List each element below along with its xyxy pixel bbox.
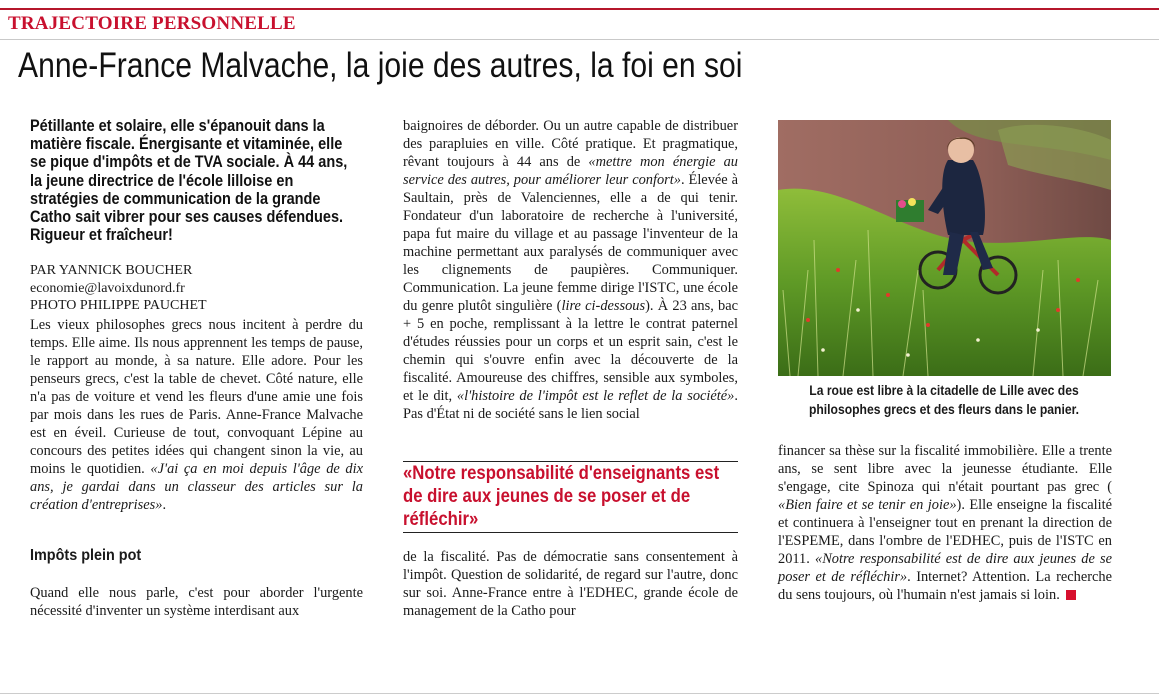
top-accent-rule: [0, 8, 1159, 10]
col3-text-b: ). Elle enseigne la fiscalité et continuera à l'enseigner tout en prenant la direction de l'ESPEME, dans l'ombre de l'EDHEC, puis de l'ISTC en 2011.: [778, 497, 1112, 567]
lead-text: Pétillante et solaire, elle s'épanouit dans la matière fiscale. Énergisante et vitaminée, elle se pique d'impôts et de TVA sociale. À 44 ans, la jeune directrice de l'école lilloise en stratégies de communication de la grande Catho sait vibrer pour ses causes défendues. Rigueur et fraîcheur!: [30, 117, 348, 245]
byline-email[interactable]: economie@lavoixdunord.fr: [30, 280, 185, 296]
col3-text-a: financer sa thèse sur la fiscalité immobilière. Elle a trente ans, se sent libre avec la jeunesse étudiante. Elle s'engage, cite Spinoza qui n'était pourtant pas grec (: [778, 443, 1112, 495]
column-2-continued: [403, 548, 738, 620]
article-photo: [778, 120, 1111, 376]
subheading: [30, 547, 154, 565]
photo-caption: [778, 381, 1111, 419]
col2-text-c: ). À 23 ans, bac + 5 en poche, remplissant à la lettre le contrat paternel d'études réussies pour un corps et un esprit sain, c'est le chemin qui s'ouvre enfin avec la découverte de la fiscalité. Amoureuse des chiffres, sensible aux symboles, et le dit,: [403, 298, 739, 404]
col2-paragraph: [403, 117, 738, 423]
column-2-body: [403, 117, 738, 423]
col1-quote: «J'ai ça en moi depuis l'âge de dix ans, je gardai dans un classeur des articles sur la création d'entreprises»: [30, 461, 363, 513]
section-rubric: TRAJECTOIRE PERSONNELLE: [8, 13, 296, 34]
col2-text-b: . Élevée à Saultain, près de Valenciennes, elle a de qui tenir. Fondateur d'un laboratoire de recherche à l'université, papa fut maire du village et au passage l'inventeur de la machine permettant aux paralysés de communiquer avec les clignements de paupières. Communiquer. Communication. La jeune femme dirige l'ISTC, une école du genre plutôt singulière (: [403, 172, 738, 314]
photo-illustration: [778, 120, 1111, 376]
byline-author: PAR YANNICK BOUCHER: [30, 263, 193, 278]
col1-text: Les vieux philosophes grecs nous incitent à perdre du temps. Elle aime. Ils nous apprennent les temps de pause, le rapport au monde, à sa nature. Elle adore. Pour les penseurs grecs, c'est la table de chevet. Côté nature, elle n'a pas de voiture et vend les fleurs d'une amie une fois par mois dans les rues de Paris. Anne-France Malvache est en éveil. Curieuse de tout, convoquant Lépine au concours des petites idées qui changent sinon la vie, au moins le quotidien.: [30, 317, 363, 477]
col1-paragraph-2: Quand elle nous parle, c'est pour aborder l'urgente nécessité d'inventer un système interdisant aux: [30, 585, 363, 619]
bottom-rule: [0, 693, 1159, 694]
byline: [30, 262, 207, 315]
pullquote: «Notre responsabilité d'enseignants est de dire aux jeunes de se poser et de réfléchir»: [403, 463, 720, 530]
col3-paragraph: [778, 442, 1112, 604]
pullquote-rule-bottom: [403, 532, 738, 533]
rubric-divider: [0, 39, 1159, 40]
caption-text: La roue est libre à la citadelle de Lille avec des philosophes grecs et des fleurs dans le panier.: [808, 383, 1080, 417]
red-square-icon: [1066, 590, 1076, 600]
col3-text-c: . Internet? Attention. La recherche du sens toujours, où l'humain n'est jamais si loin.: [778, 569, 1112, 603]
column-3-body: [778, 442, 1112, 604]
col2-paragraph-2: de la fiscalité. Pas de démocratie sans consentement à l'impôt. Question de solidarité, de regard sur l'autre, donc sur soi. Anne-France entre à l'EDHEC, grande école de management de la Catho pour: [403, 549, 738, 619]
subheading-text: Impôts plein pot: [30, 547, 142, 564]
col2-text-a: baignoires de déborder. Ou un autre capable de distribuer des parapluies en ville. Côté pratique. Et pragmatique, rêvant toujours à 44 ans de: [403, 118, 738, 170]
col2-quote-a: «mettre mon énergie au service des autres, pour améliorer leur confort»: [403, 154, 738, 188]
column-1-body: [30, 316, 363, 514]
col2-text-d: . Pas d'État ni de société sans le lien social: [403, 388, 738, 422]
article-lead: [30, 117, 360, 244]
article-headline: Anne-France Malvache, la joie des autres, la foi en soi: [18, 46, 743, 85]
col2-quote-b: «l'histoire de l'impôt est le reflet de la société»: [456, 388, 735, 404]
col3-quote-b: «Notre responsabilité est de dire aux jeunes de se poser et de réfléchir»: [778, 551, 1112, 585]
column-1-continued: [30, 584, 363, 620]
col2-aside: lire ci-dessous: [561, 298, 646, 314]
col1-paragraph: [30, 316, 363, 514]
byline-photo-credit: PHOTO PHILIPPE PAUCHET: [30, 298, 207, 313]
col1-text-end: .: [162, 497, 167, 513]
col3-quote-a: «Bien faire et se tenir en joie»: [778, 497, 957, 513]
